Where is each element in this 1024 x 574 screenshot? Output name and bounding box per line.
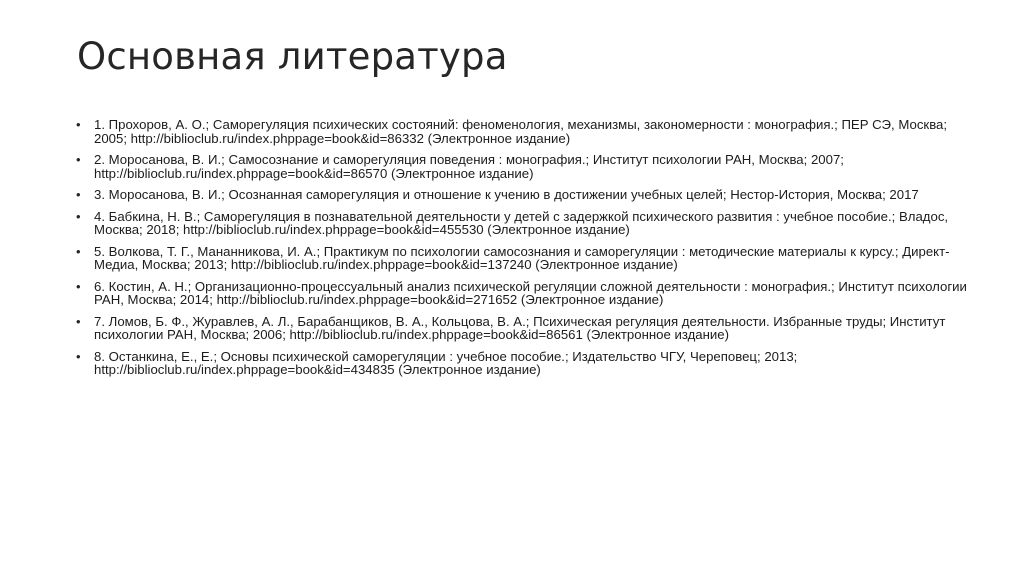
bullet-icon: • <box>76 208 81 224</box>
reference-item <box>72 280 972 307</box>
reference-item <box>72 245 972 272</box>
reference-list <box>72 118 972 385</box>
reference-text: 8. Останкина, Е., Е.; Основы психической саморегуляции : учебное пособие.; Издательство ЧГУ, Череповец; 2013; http://biblioclub.ru/index.phppage=book&id=434835 (Электронное издание) <box>94 348 798 377</box>
bullet-icon: • <box>76 187 81 202</box>
reference-text: 2. Моросанова, В. И.; Самосознание и саморегуляция поведения : монография.; Институт психологии РАН, Москва; 2007; http://biblioclub.ru/index.phppage=book&id=86570 (Электронное издание) <box>94 152 844 181</box>
bullet-icon: • <box>76 152 81 167</box>
reference-text: 1. Прохоров, А. О.; Саморегуляция психических состояний: феноменология, механизмы, закономерности : монография.; ПЕР СЭ, Москва; 2005; http://biblioclub.ru/index.phppage=book&id=86332 (Электронное издание) <box>94 117 948 146</box>
reference-item <box>72 188 972 202</box>
reference-text: 4. Бабкина, Н. В.; Саморегуляция в познавательной деятельности у детей с задержкой психического развития : учебное пособие.; Владос, Москва; 2018; http://biblioclub.ru/index.phppage=book&id=455530 (Электронное издание) <box>94 208 949 237</box>
bullet-icon: • <box>76 313 81 329</box>
reference-item <box>72 118 972 145</box>
reference-text: 6. Костин, А. Н.; Организационно-процессуальный анализ психической регуляции сложной деятельности : монография.; Институт психологии РАН, Москва; 2014; http://biblioclub.ru/index.phppage=book&id=271652 (Электронное издание) <box>94 278 967 307</box>
reference-item <box>72 350 972 377</box>
reference-item <box>72 315 972 342</box>
reference-item <box>72 153 972 180</box>
bullet-icon: • <box>76 243 81 259</box>
slide-title: Основная литература <box>77 35 508 78</box>
bullet-icon: • <box>76 348 81 364</box>
reference-text: 3. Моросанова, В. И.; Осознанная саморегуляция и отношение к учению в достижении учебных целей; Нестор-История, Москва; 2017 <box>94 187 919 202</box>
reference-item <box>72 210 972 237</box>
bullet-icon: • <box>76 278 81 294</box>
bullet-icon: • <box>76 117 81 132</box>
reference-text: 5. Волкова, Т. Г., Мананникова, И. А.; Практикум по психологии самосознания и саморегуляции : методические материалы к курсу.; Директ-Медиа, Москва; 2013; http://biblioclub.ru/index.phppage=book&id=137240 (Электронное издание) <box>94 243 950 272</box>
reference-text: 7. Ломов, Б. Ф., Журавлев, А. Л., Барабанщиков, В. А., Кольцова, В. А.; Психическая регуляция деятельности. Избранные труды; Институт психологии РАН, Москва; 2006; http://biblioclub.ru/index.phppage=book&id=86561 (Электронное издание) <box>94 313 946 342</box>
